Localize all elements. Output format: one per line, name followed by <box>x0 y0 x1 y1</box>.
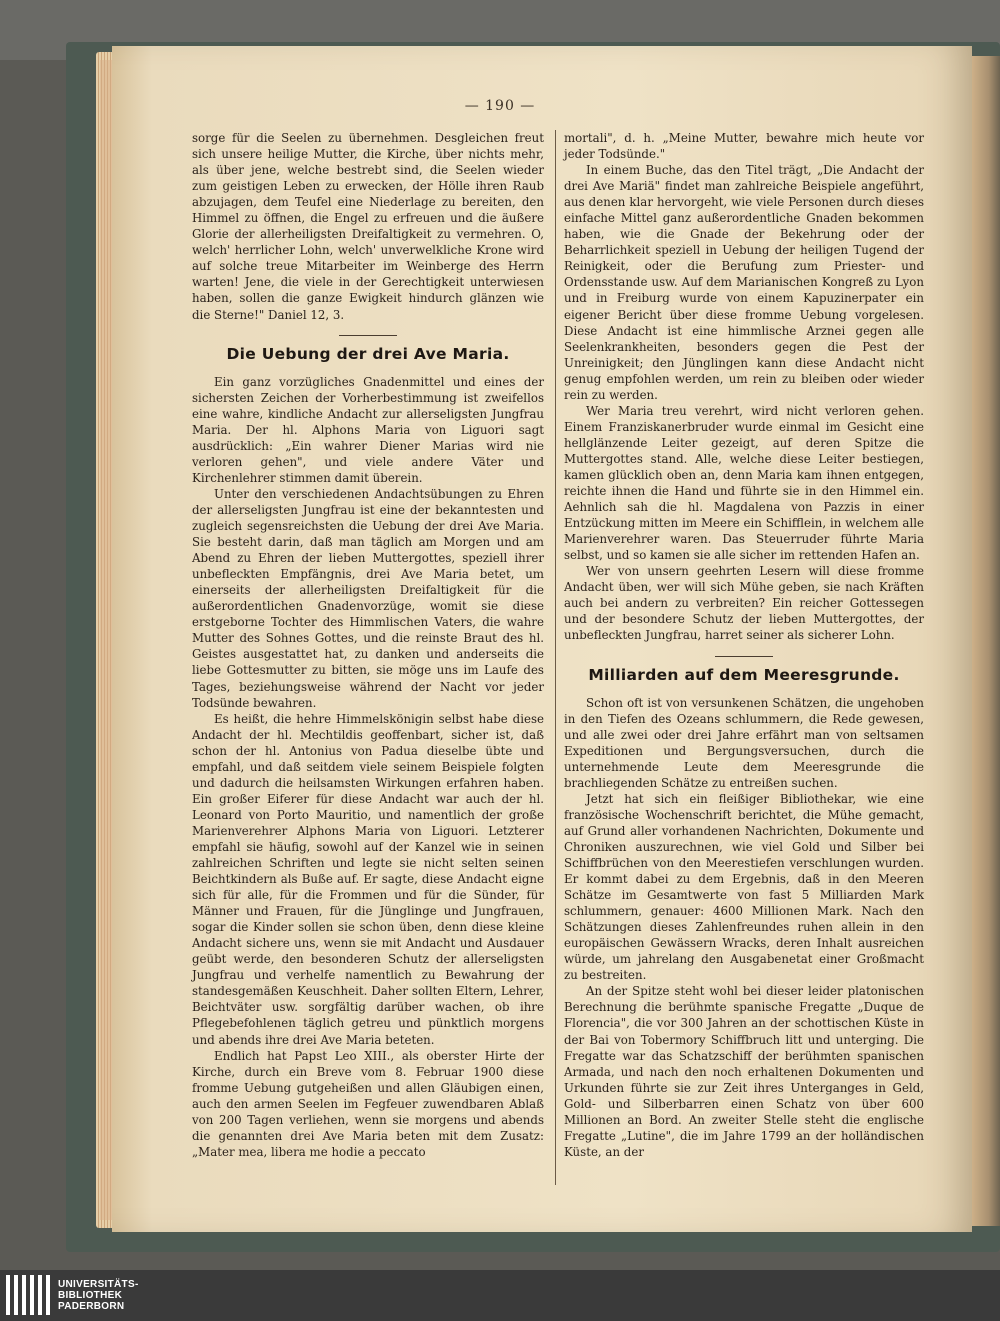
paragraph: Es heißt, die hehre Himmelskönigin selbst habe diese Andacht der hl. Mechtildis geoffenbart, sicher ist, daß schon der hl. Antonius von Padua dieselbe übte und empfahl, und daß seitdem viele seinem Beispiele folgten und dadurch die heilsamsten Wirkungen erfahren haben. Ein großer Eiferer für diese Andacht war auch der hl. Leonard von Porto Mauritio, und namentlich der große Marienverehrer Alphons Maria von Liguori. Letzterer empfahl sie häufig, sowohl auf der Kanzel wie in seinen zahlreichen Schriften und legte sie nicht selten seinen Beichtkindern als Buße auf. Er sagte, diese Andacht eigne sich für alle, für die Frommen und für die Sünder, für Männer und Frauen, für die Jünglinge und Jungfrauen, sogar die Kinder sollen sie schon üben, denn diese kleine Andacht sichere uns, wenn sie mit Andacht und Ausdauer geübt werde, den besonderen Schutz der allerseligsten Jungfrau und verhelfe namentlich zu Bewahrung der standesgemäßen Keuschheit. Daher sollten Eltern, Lehrer, Beichtväter usw. sorgfältig darüber wachen, ob ihre Pflegebefohlenen täglich getreu und pünktlich morgens und abends ihre drei Ave Maria beteten. <box>192 711 544 1047</box>
right-column <box>564 130 924 1160</box>
right-continuation-paragraph: mortali", d. h. „Meine Mutter, bewahre mich heute vor jeder Todsünde." <box>564 131 924 162</box>
library-logo-text <box>58 1279 139 1312</box>
page-number: — 190 — <box>464 98 536 114</box>
logo-line: BIBLIOTHEK <box>58 1289 123 1301</box>
library-logo-bars-icon <box>6 1275 50 1315</box>
left-column <box>192 130 544 1160</box>
paragraph: Unter den verschiedenen Andachtsübungen zu Ehren der allerseligsten Jungfrau ist eine der bekanntesten und zugleich segensreichsten die Uebung der drei Ave Maria. Sie besteht darin, daß man täglich am Morgen und am Abend zu Ehren der lieben Muttergottes, speziell ihrer unbefleckten Empfängnis, drei Ave Maria betet, um einerseits der allerheiligsten Dreifaltigkeit für die außerordentlichen Gnadenvorzüge, womit sie diese erstgeborne Tochter des Himmlischen Vaters, die wahre Mutter des Sohnes Gottes, und die reinste Braut des hl. Geistes ausgestattet hat, zu danken und anderseits die liebe Gottesmutter zu bitten, sie möge uns im Laufe des Tages, beziehungsweise während der Nacht vor jeder Todsünde bewahren. <box>192 486 544 710</box>
logo-line: UNIVERSITÄTS- <box>58 1278 139 1290</box>
paragraph: Ein ganz vorzügliches Gnadenmittel und eines der sichersten Zeichen der Vorherbestimmung ist zweifellos eine wahre, kindliche Andacht zur allerseligsten Jungfrau Maria. Der hl. Alphons Maria von Liguori sagt ausdrücklich: „Ein wahrer Diener Marias wird nie verloren gehen", und viele andere Väter und Kirchenlehrer stimmen damit überein. <box>192 374 544 485</box>
paragraph: Wer Maria treu verehrt, wird nicht verloren gehen. Einem Franziskanerbruder wurde einmal im Gesicht eine hellglänzende Leiter gezeigt, auf deren Spitze die Muttergottes stand. Alle, welche diese Leiter bestiegen, kamen glücklich oben an, denn Maria kam ihnen entgegen, reichte ihnen die Hand und führte sie in den Himmel ein. Aehnlich sah die hl. Magdalena von Pazzis in einer Entzückung mitten im Meere ein Schifflein, in welchem alle Marienverehrer waren. Das Steuerruder führte Maria selbst, und so kamen sie alle sicher im rettenden Hafen an. <box>564 403 924 563</box>
article-heading-milliarden: Milliarden auf dem Meeresgrunde. <box>588 665 900 684</box>
paragraph: Endlich hat Papst Leo XIII., als oberster Hirte der Kirche, durch ein Breve vom 8. Februar 1900 diese fromme Uebung gutgeheißen und allen Gläubigen einen, auch den armen Seelen im Fegfeuer zuwendbaren Ablaß von 200 Tagen verliehen, wenn sie morgens und abends die genannten drei Ave Maria beten mit dem Zusatz: „Mater mea, libera me hodie a peccato <box>192 1048 544 1159</box>
footer-bar <box>0 1270 1000 1321</box>
left-continuation-paragraph: sorge für die Seelen zu übernehmen. Desgleichen freut sich unsere heilige Mutter, die Kirche, über nichts mehr, als über jene, welche bestrebt sind, die Seelen wieder zum geistigen Leben zu erwecken, der Hölle ihren Raub abzujagen, dem Teufel eine Niederlage zu bereiten, den Himmel zu öffnen, die Engel zu erfreuen und die äußere Glorie der allerheiligsten Dreifaltigkeit zu vermehren. O, welch' herrlicher Lohn, welch' unverwelkliche Krone wird auf solche treue Mitarbeiter im Weinberge des Herrn warten! Jene, die viele in der Gerechtigkeit unterwiesen haben, sollen die ganze Ewigkeit hindurch glänzen wie die Sterne!" Daniel 12, 3. <box>192 131 544 322</box>
paragraph: Wer von unsern geehrten Lesern will diese fromme Andacht üben, wer will sich Mühe geben, sie nach Kräften auch bei andern zu verbreiten? Ein reicher Gottessegen und der besondere Schutz der lieben Muttergottes, der unbefleckten Jungfrau, harret seiner als sicherer Lohn. <box>564 564 924 643</box>
logo-line: PADERBORN <box>58 1300 125 1312</box>
article-heading-ave-maria: Die Uebung der drei Ave Maria. <box>226 344 510 363</box>
page-fore-edge <box>972 56 1000 1226</box>
section-separator <box>715 656 773 657</box>
paragraph: An der Spitze steht wohl bei dieser leider platonischen Berechnung die berühmte spanische Fregatte „Duque de Florencia", die vor 300 Jahren an der schottischen Küste in der Bai von Tobermory Schiffbruch litt und unterging. Die Fregatte war das Schatzschiff der berühmten spanischen Armada, und nach den noch erhaltenen Dokumenten und Urkunden führte sie zur Zeit ihres Unterganges in Geld, Gold- und Silberbarren einen Schatz von über 600 Millionen an Bord. An zweiter Stelle steht die englische Fregatte „Lutine", die im Jahre 1799 an der holländischen Küste, an der <box>564 984 924 1159</box>
column-divider <box>555 130 556 1185</box>
paragraph: Schon oft ist von versunkenen Schätzen, die ungehoben in den Tiefen des Ozeans schlummern, die Rede gewesen, und alle zwei oder drei Jahre erfährt man von seltsamen Expeditionen und Bergungsversuchen, durch die unternehmende Leute dem Meeresgrunde die brachliegenden Schätze zu entreißen suchen. <box>564 695 924 790</box>
paragraph: In einem Buche, das den Titel trägt, „Die Andacht der drei Ave Mariä" findet man zahlreiche Beispiele angeführt, aus denen klar hervorgeht, wie viele Personen durch dieses einfache Mittel ganz außerordentliche Gnaden bekommen haben, wie die Gnade der Bekehrung oder der Beharrlichkeit speziell in Uebung der heiligen Tugend der Reinigkeit, oder die Berufung zum Priester- und Ordensstande usw. Auf dem Marianischen Kongreß zu Lyon und in Freiburg wurde von einem Kapuzinerpater ein eigener Bericht über diese fromme Uebung vorgelesen. Diese Andacht ist eine himmlische Arznei gegen alle Seelenkrankheiten, besonders gegen die Pest der Unreinigkeit; den Jünglingen kann diese Andacht nicht genug empfohlen werden, um rein zu bleiben oder wieder rein zu werden. <box>564 163 924 402</box>
library-logo <box>6 1275 139 1315</box>
section-separator <box>339 335 397 336</box>
paragraph: Jetzt hat sich ein fleißiger Bibliothekar, wie eine französische Wochenschrift berichtet, die Mühe gemacht, auf Grund aller vorhandenen Nachrichten, Dokumente und Chroniken auszurechnen, wie viel Gold und Silber bei Schiffbrüchen von den Meerestiefen verschlungen wurden. Er kommt dabei zu dem Ergebnis, daß in den Meeren Schätze im Gesamtwerte von fast 5 Milliarden Mark schlummern, genauer: 4600 Millionen Mark. Nach den Schätzungen dieses Zahlenfreundes ruhen allein in den europäischen Gewässern Wracks, deren Inhalt ausreichen würde, um jahrelang den Ausgabenetat einer Großmacht zu bestreiten. <box>564 791 924 983</box>
